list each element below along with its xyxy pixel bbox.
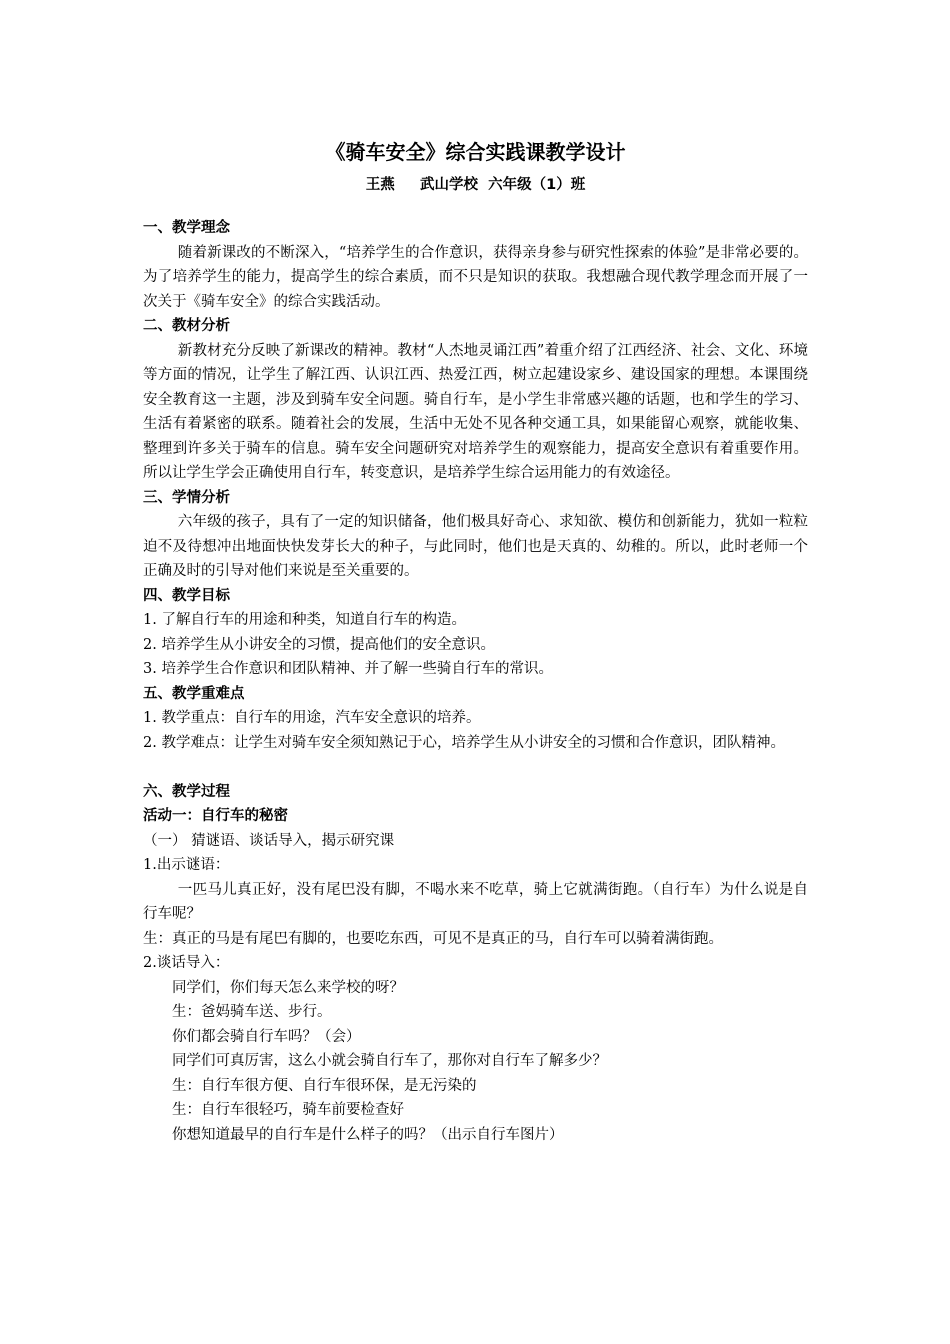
document-title: 《骑车安全》综合实践课教学设计	[325, 140, 626, 164]
list-item: 1. 了解自行车的用途和种类，知道自行车的构造。	[143, 612, 466, 628]
sub-step-intro: 2.谈话导入：	[143, 955, 230, 971]
list-item: 1. 教学重点：自行车的用途，汽车安全意识的培养。	[143, 710, 481, 726]
dialogue-line: 生：爸妈骑车送、步行。	[172, 1004, 332, 1020]
section-heading-teaching-goals: 四、教学目标	[143, 587, 230, 604]
dialogue-line: 生：自行车很方便、自行车很环保，是无污染的	[172, 1077, 477, 1094]
paragraph-student-analysis: 六年级的孩子，具有了一定的知识储备，他们极具好奇心、求知欲、模仿和创新能力，犹如一粒粒迫不及待想冲出地面快快发芽长大的种子，与此同时，他们也是天真的、幼稚的。所以，此时老师一个正确及时的引导对他们来说是至关重要的。	[143, 514, 808, 579]
sub-step-riddle: 1.出示谜语：	[143, 857, 230, 873]
dialogue-block	[143, 976, 808, 1148]
list-item: 2. 培养学生从小讲安全的习惯，提高他们的安全意识。	[143, 636, 495, 653]
activity-heading: 活动一：自行车的秘密	[143, 808, 288, 824]
document-page	[143, 138, 808, 1147]
dialogue-line: 你们都会骑自行车吗？（会）	[172, 1028, 361, 1045]
section-heading-key-points: 五、教学重难点	[143, 685, 245, 702]
dialogue-line: 同学们可真厉害，这么小就会骑自行车了，那你对自行车了解多少？	[172, 1053, 607, 1069]
section-heading-material-analysis: 二、教材分析	[143, 318, 230, 334]
document-body	[143, 216, 808, 1147]
dialogue-line: 你想知道最早的自行车是什么样子的吗？（出示自行车图片）	[172, 1126, 564, 1143]
blank-line	[143, 755, 808, 780]
paragraph-material-analysis: 新教材充分反映了新课改的精神。教材“人杰地灵诵江西”着重介绍了江西经济、社会、文化、环境等方面的情况，让学生了解江西、认识江西、热爱江西，树立起建设家乡、建设国家的理想。本课围绕安全教育这一主题，涉及到骑车安全问题。骑自行车，是小学生非常感兴趣的话题，也和学生的学习、生活有着紧密的联系。随着社会的发展，生活中无处不见各种交通工具，如果能留心观察，就能收集、整理到许多关于骑车的信息。骑车安全问题研究对培养学生的观察能力，提高安全意识有着重要作用。所以让学生学会正确使用自行车，转变意识，是培养学生综合运用能力的有效途径。	[143, 342, 808, 481]
step-heading: （一） 猜谜语、谈话导入，揭示研究课	[143, 832, 395, 849]
dialogue-line: 生：自行车很轻巧，骑车前要检查好	[172, 1102, 404, 1118]
author-byline: 王燕 武山学校 六年级（1）班	[365, 177, 586, 193]
paragraph-teaching-philosophy: 随着新课改的不断深入，“培养学生的合作意识，获得亲身参与研究性探索的体验”是非常必要的。为了培养学生的能力，提高学生的综合素质，而不只是知识的获取。我想融合现代教学理念而开展了一次关于《骑车安全》的综合实践活动。	[143, 244, 808, 310]
list-item: 3. 培养学生合作意识和团队精神、并了解一些骑自行车的常识。	[143, 661, 553, 677]
section-heading-teaching-process: 六、教学过程	[143, 783, 230, 800]
section-heading-teaching-philosophy: 一、教学理念	[143, 220, 230, 236]
student-answer: 生：真正的马是有尾巴有脚的，也要吃东西，可见不是真正的马，自行车可以骑着满街跑。	[143, 930, 723, 947]
list-item: 2. 教学难点：让学生对骑车安全须知熟记于心，培养学生从小讲安全的习惯和合作意识，团队精神。	[143, 734, 785, 751]
dialogue-line: 同学们，你们每天怎么来学校的呀？	[172, 979, 404, 996]
riddle-text: 一匹马儿真正好，没有尾巴没有脚，不喝水来不吃草，骑上它就满街跑。（自行车）为什么说是自行车呢？	[143, 881, 808, 922]
section-heading-student-analysis: 三、学情分析	[143, 489, 230, 506]
